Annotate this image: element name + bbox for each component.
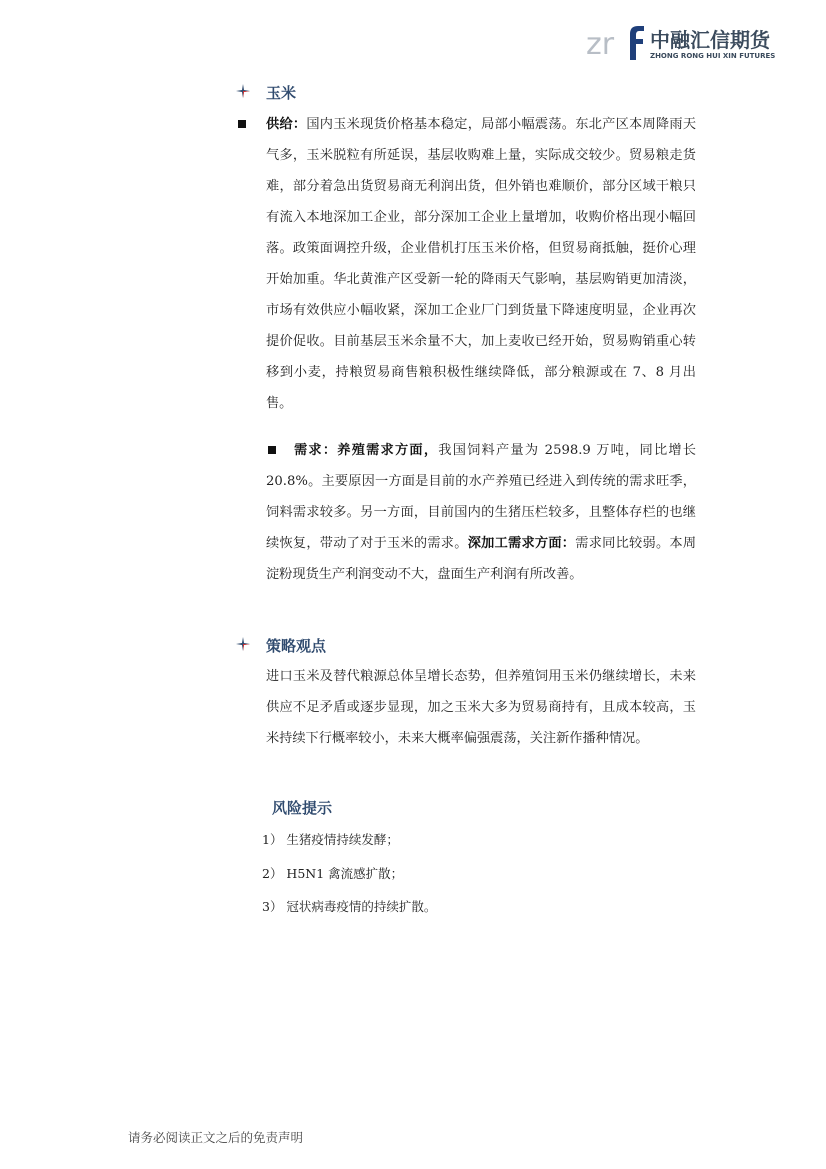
svg-text:zr: zr xyxy=(586,27,615,62)
risk-item: 2） H5N1 禽流感扩散； xyxy=(262,866,404,881)
diamond-bullet-icon xyxy=(236,84,250,98)
supply-text: 国内玉米现货价格基本稳定，局部小幅震荡。东北产区本周降雨天气多，玉米脱粒有所延误，基层收购难上量，实际成交较少。贸易粮走货难，部分着急出货贸易商无利润出货，但外销也难顺价，部分区域干粮只有流入本地深加工企业，部分深加工企业上量增加，收购价格出现小幅回落。政策面调控升级，企业借机打压玉米价格，但贸易商抵触，挺价心理开始加重。华北黄淮产区受新一轮的降雨天气影响，基层购销更加清淡，市场有效供应小幅收紧，深加工企业厂门到货量下降速度明显，企业再次提价促收。目前基层玉米余量不大，加上麦收已经开始，贸易购销重心转移到小麦，持粮贸易商售粮积极性继续降低，部分粮源或在 7、8 月出售。 xyxy=(266,117,697,411)
risk-heading: 风险提示 xyxy=(272,799,333,817)
processing-demand-text: 需求同比较弱。本周淀粉现货生产利润变动不大，盘面生产利润有所改善。 xyxy=(266,536,697,582)
square-bullet-icon xyxy=(238,120,246,128)
risk-item: 1） 生猪疫情持续发酵； xyxy=(262,832,399,847)
logo-chinese-name: 中融汇信期货 xyxy=(650,28,770,52)
strategy-paragraph: 进口玉米及替代粮源总体呈增长态势，但养殖饲用玉米仍继续增长，未来供应不足矛盾或逐步显现，加之玉米大多为贸易商持有，且成本较高，玉米持续下行概率较小，未来大概率偏强震荡，关注新作播种情况。 xyxy=(266,669,696,746)
demand-text: 我国饲料产量为 2598.9 万吨，同比增长 20.8%。主要原因一方面是目前的水产养殖已经进入到传统的需求旺季，饲料需求较多。另一方面，目前国内的生猪压栏较多，且整体存栏的也继续恢复，带动了对于玉米的需求。 xyxy=(266,443,696,551)
demand-paragraph xyxy=(266,435,696,590)
corn-heading: 玉米 xyxy=(266,84,297,102)
disclaimer-footer: 请务必阅读正文之后的免责声明 xyxy=(128,1130,304,1145)
diamond-bullet-icon xyxy=(236,637,250,651)
supply-label: 供给： xyxy=(266,117,307,132)
strategy-heading: 策略观点 xyxy=(266,637,327,655)
supply-paragraph xyxy=(266,109,696,419)
company-logo xyxy=(586,22,776,62)
logo-english-name: ZHONG RONG HUI XIN FUTURES xyxy=(650,52,776,60)
demand-label: 需求：养殖需求方面， xyxy=(294,443,439,458)
risk-item: 3） 冠状病毒疫情的持续扩散。 xyxy=(262,899,437,914)
processing-demand-label: 深加工需求方面： xyxy=(467,536,576,551)
zrf-logo-icon xyxy=(586,22,646,62)
